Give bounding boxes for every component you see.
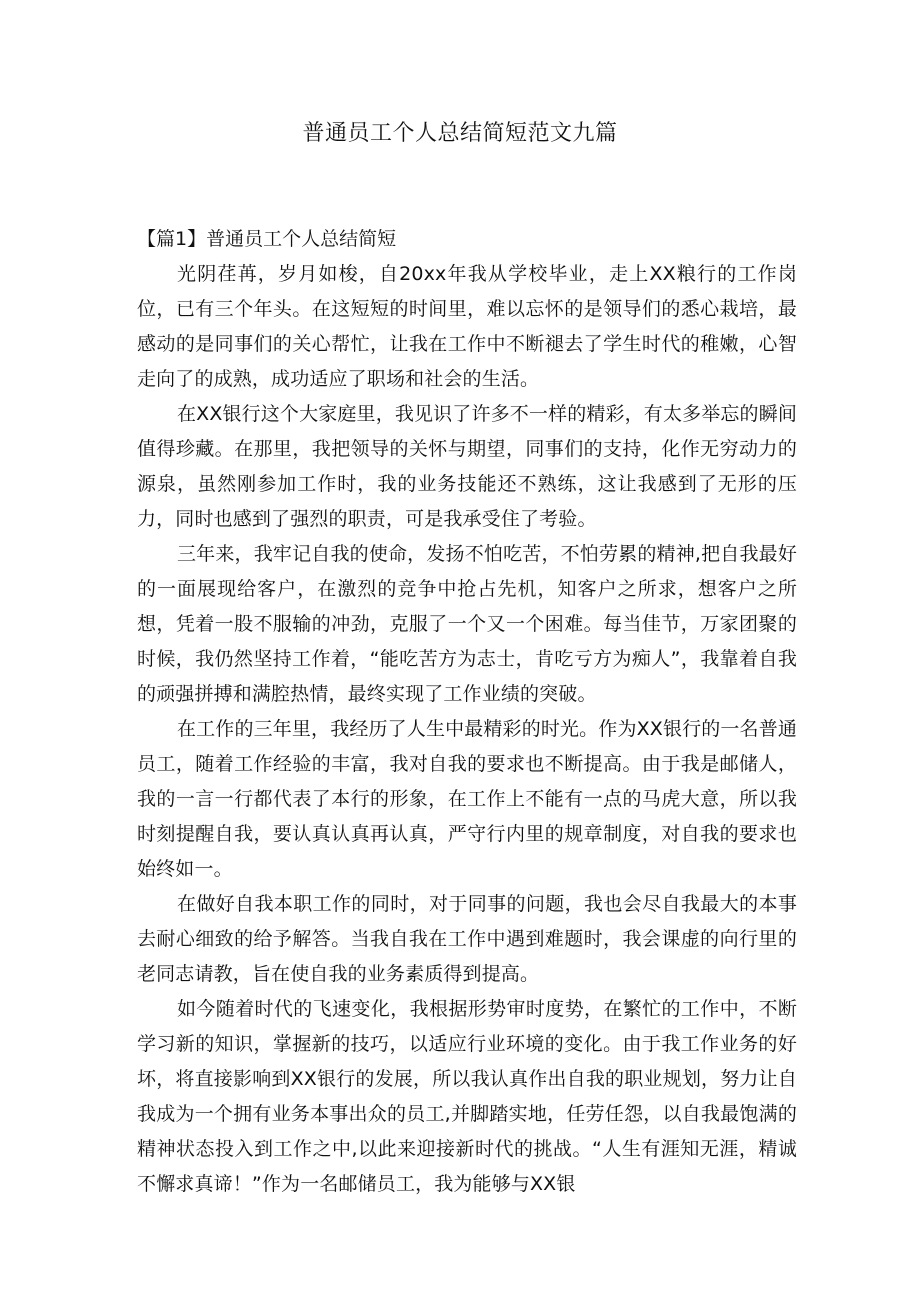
document-title: 普通员工个人总结简短范文九篇 [302, 121, 618, 146]
paragraph-5: 在做好自我本职工作的同时，对于同事的问题，我也会尽自我最大的本事去耐心细致的给予解答。当我自我在工作中遇到难题时，我会课虚的向行里的老同志请教，旨在使自我的业务素质得到提高。 [137, 893, 797, 985]
paragraph-6: 如今随着时代的飞速变化，我根据形势审时度势，在繁忙的工作中，不断学习新的知识，掌握新的技巧，以适应行业环境的变化。由于我工作业务的好坏，将直接影响到XX银行的发展，所以我认真作出自我的职业规划，努力让自我成为一个拥有业务本事出众的员工,并脚踏实地，任劳任怨，以自我最饱满的精神状态投入到工作之中,以此来迎接新时代的挑战。“人生有涯知无涯，精诚不懈求真谛！”作为一名邮储员工，我为能够与XX银 [137, 998, 797, 1195]
paragraph-1: 光阴荏苒，岁月如梭，自20xx年我从学校毕业，走上XX粮行的工作岗位，已有三个年头。在这短短的时间里，难以忘怀的是领导们的悉心栽培，最感动的是同事们的关心帮忙，让我在工作中不断褪去了学生时代的稚嫩，心智走向了的成熟，成功适应了职场和社会的生活。 [137, 263, 797, 390]
document-body [137, 222, 797, 1202]
paragraph-4: 在工作的三年里，我经历了人生中最精彩的时光。作为XX银行的一名普通员工，随着工作经验的丰富，我对自我的要求也不断提高。由于我是邮储人，我的一言一行都代表了本行的形象，在工作上不能有一点的马虎大意，所以我时刻提醒自我，要认真认真再认真，严守行内里的规章制度，对自我的要求也始终如一。 [137, 718, 797, 880]
section-heading: 【篇1】普通员工个人总结简短 [137, 228, 397, 250]
paragraph-2: 在XX银行这个大家庭里，我见识了许多不一样的精彩，有太多举忘的瞬间值得珍藏。在那里，我把领导的关怀与期望，同事们的支持，化作无穷动力的源泉，虽然刚参加工作时，我的业务技能还不熟练，这让我感到了无形的压力，同时也感到了强烈的职责，可是我承受住了考验。 [137, 403, 797, 530]
paragraph-3: 三年来，我牢记自我的使命，发扬不怕吃苦，不怕劳累的精神,把自我最好的一面展现给客户，在激烈的竞争中抢占先机，知客户之所求，想客户之所想，凭着一股不服输的冲劲，克服了一个又一个困难。每当佳节，万家团聚的时候，我仍然坚持工作着，“能吃苦方为志士，肯吃亏方为痴人”，我靠着自我的顽强拼搏和满腔热情，最终实现了工作业绩的突破。 [137, 543, 797, 705]
